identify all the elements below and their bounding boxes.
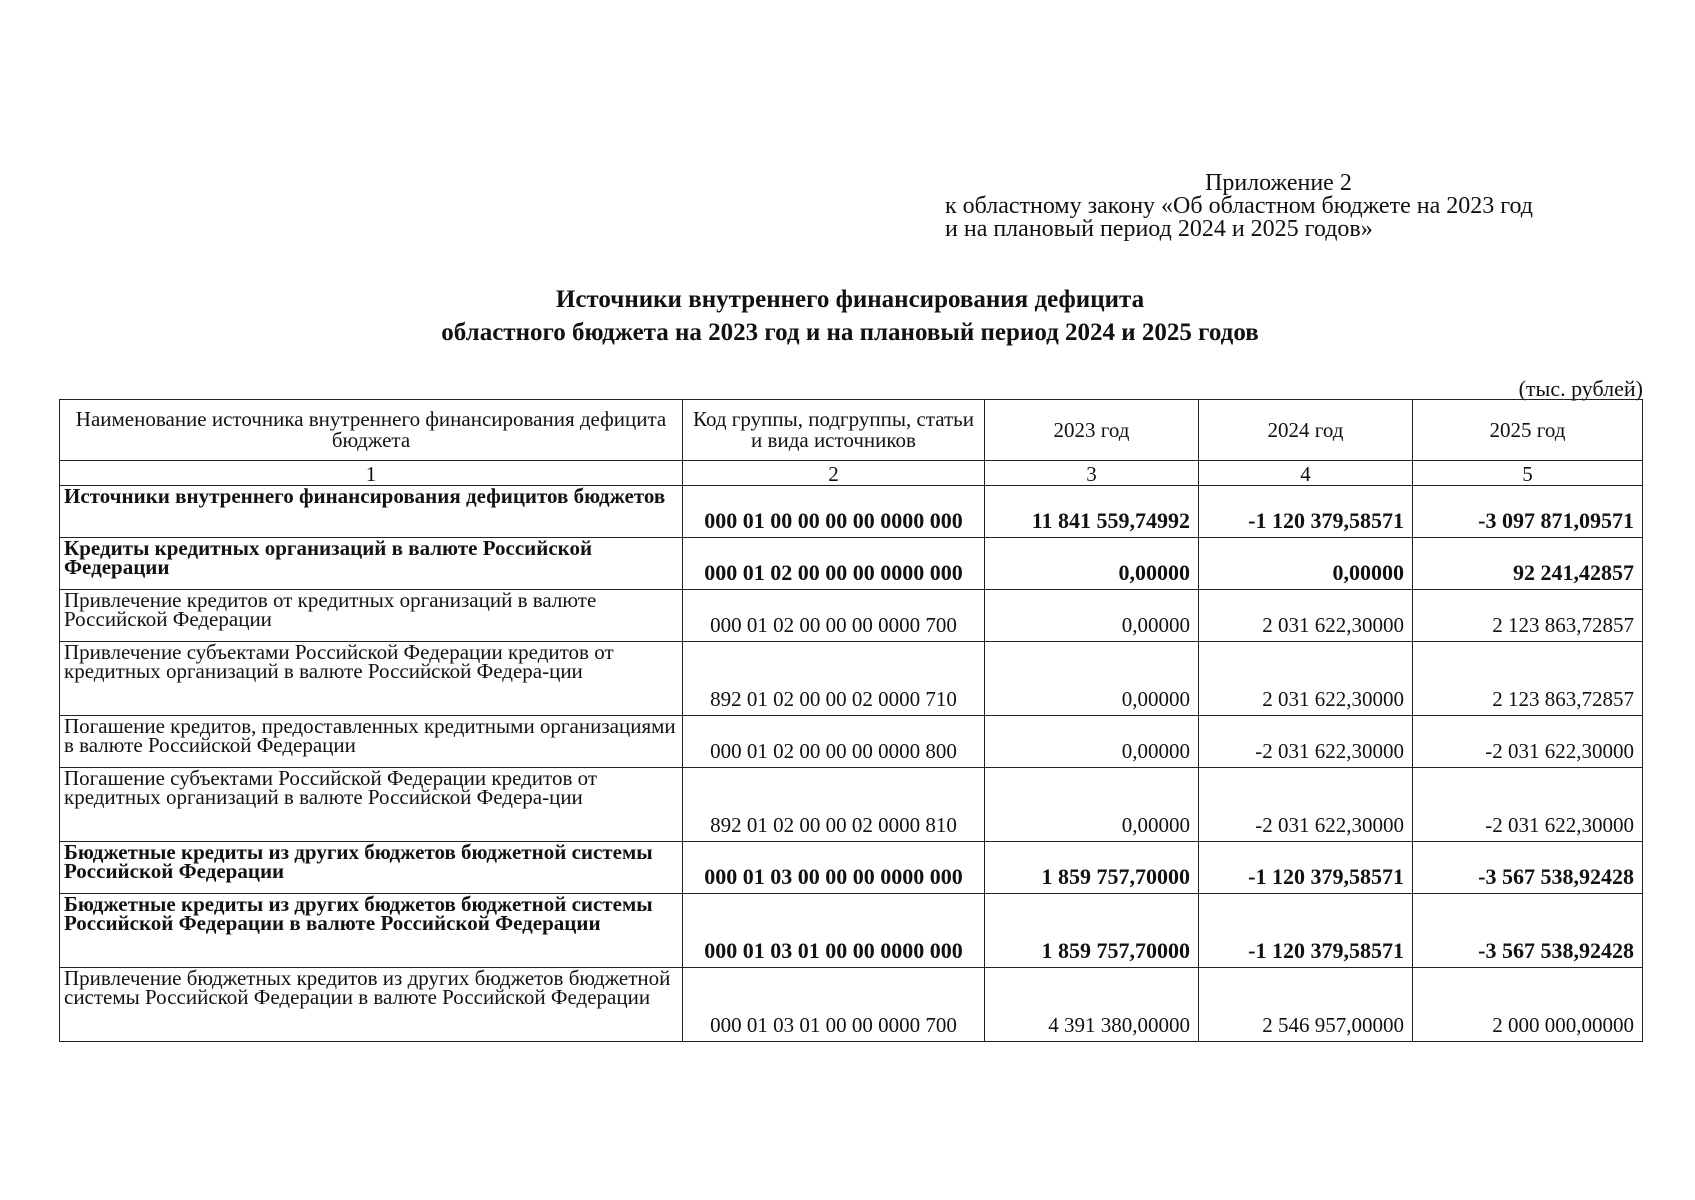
header-2025: 2025 год — [1413, 400, 1643, 461]
source-code: 000 01 00 00 00 00 0000 000 — [683, 486, 985, 538]
appendix-law-line: к областному закону «Об областном бюджете на 2023 год — [945, 193, 1533, 219]
units-label: (тыс. рублей) — [1518, 376, 1643, 401]
source-code: 000 01 02 00 00 00 0000 800 — [683, 716, 985, 768]
value-2023: 1 859 757,70000 — [985, 894, 1199, 968]
source-code: 000 01 03 01 00 00 0000 000 — [683, 894, 985, 968]
value-2023: 0,00000 — [985, 768, 1199, 842]
value-2023: 11 841 559,74992 — [985, 486, 1199, 538]
appendix-period-line: и на плановый период 2024 и 2025 годов» — [945, 216, 1373, 242]
value-2023: 0,00000 — [985, 642, 1199, 716]
column-number: 5 — [1413, 461, 1643, 486]
header-code: Код группы, подгруппы, статьи и вида источников — [683, 400, 985, 461]
document-title — [60, 283, 1640, 349]
source-name: Привлечение бюджетных кредитов из других бюджетов бюджетной системы Российской Федерации в валюте Российской Федерации — [60, 968, 683, 1042]
table-header-row — [60, 400, 1643, 461]
value-2024: -2 031 622,30000 — [1199, 768, 1413, 842]
table-row — [60, 768, 1643, 842]
value-2024: -1 120 379,58571 — [1199, 842, 1413, 894]
value-2024: 2 031 622,30000 — [1199, 590, 1413, 642]
value-2023: 1 859 757,70000 — [985, 842, 1199, 894]
value-2024: 2 031 622,30000 — [1199, 642, 1413, 716]
table-row — [60, 642, 1643, 716]
value-2023: 0,00000 — [985, 538, 1199, 590]
value-2025: 2 123 863,72857 — [1413, 642, 1643, 716]
column-number: 4 — [1199, 461, 1413, 486]
source-code: 000 01 03 00 00 00 0000 000 — [683, 842, 985, 894]
value-2024: -2 031 622,30000 — [1199, 716, 1413, 768]
table-row — [60, 894, 1643, 968]
value-2024: -1 120 379,58571 — [1199, 486, 1413, 538]
value-2023: 0,00000 — [985, 716, 1199, 768]
column-number-row — [60, 461, 1643, 486]
value-2023: 4 391 380,00000 — [985, 968, 1199, 1042]
source-code: 000 01 02 00 00 00 0000 700 — [683, 590, 985, 642]
source-name: Кредиты кредитных организаций в валюте Российской Федерации — [60, 538, 683, 590]
document-title-line1: Источники внутреннего финансирования дефицита — [555, 286, 1145, 313]
value-2025: -3 097 871,09571 — [1413, 486, 1643, 538]
source-code: 000 01 03 01 00 00 0000 700 — [683, 968, 985, 1042]
source-name: Погашение субъектами Российской Федерации кредитов от кредитных организаций в валюте Российской Федера-ции — [60, 768, 683, 842]
source-name: Бюджетные кредиты из других бюджетов бюджетной системы Российской Федерации в валюте Российской Федерации — [60, 894, 683, 968]
value-2024: -1 120 379,58571 — [1199, 894, 1413, 968]
table-row — [60, 538, 1643, 590]
column-number: 2 — [683, 461, 985, 486]
table-row — [60, 716, 1643, 768]
source-name: Бюджетные кредиты из других бюджетов бюджетной системы Российской Федерации — [60, 842, 683, 894]
source-code: 000 01 02 00 00 00 0000 000 — [683, 538, 985, 590]
value-2025: -2 031 622,30000 — [1413, 716, 1643, 768]
table-row — [60, 486, 1643, 538]
source-name: Погашение кредитов, предоставленных кредитными организациями в валюте Российской Федерации — [60, 716, 683, 768]
table-row — [60, 590, 1643, 642]
source-name: Источники внутреннего финансирования дефицитов бюджетов — [60, 486, 683, 538]
value-2025: -2 031 622,30000 — [1413, 768, 1643, 842]
value-2025: -3 567 538,92428 — [1413, 894, 1643, 968]
column-number: 1 — [60, 461, 683, 486]
column-number: 3 — [985, 461, 1199, 486]
value-2024: 0,00000 — [1199, 538, 1413, 590]
header-name: Наименование источника внутреннего финансирования дефицита бюджета — [60, 400, 683, 461]
value-2025: -3 567 538,92428 — [1413, 842, 1643, 894]
document-title-line2: областного бюджета на 2023 год и на плановый период 2024 и 2025 годов — [441, 319, 1259, 346]
source-name: Привлечение кредитов от кредитных организаций в валюте Российской Федерации — [60, 590, 683, 642]
appendix-number: Приложение 2 — [1205, 170, 1352, 196]
source-code: 892 01 02 00 00 02 0000 810 — [683, 768, 985, 842]
financing-sources-table — [59, 399, 1643, 1042]
source-code: 892 01 02 00 00 02 0000 710 — [683, 642, 985, 716]
header-2023: 2023 год — [985, 400, 1199, 461]
table-row — [60, 842, 1643, 894]
value-2025: 2 123 863,72857 — [1413, 590, 1643, 642]
value-2024: 2 546 957,00000 — [1199, 968, 1413, 1042]
source-name: Привлечение субъектами Российской Федерации кредитов от кредитных организаций в валюте Российской Федера-ции — [60, 642, 683, 716]
value-2025: 92 241,42857 — [1413, 538, 1643, 590]
value-2023: 0,00000 — [985, 590, 1199, 642]
value-2025: 2 000 000,00000 — [1413, 968, 1643, 1042]
appendix-caption — [945, 172, 1665, 241]
table-row — [60, 968, 1643, 1042]
header-2024: 2024 год — [1199, 400, 1413, 461]
